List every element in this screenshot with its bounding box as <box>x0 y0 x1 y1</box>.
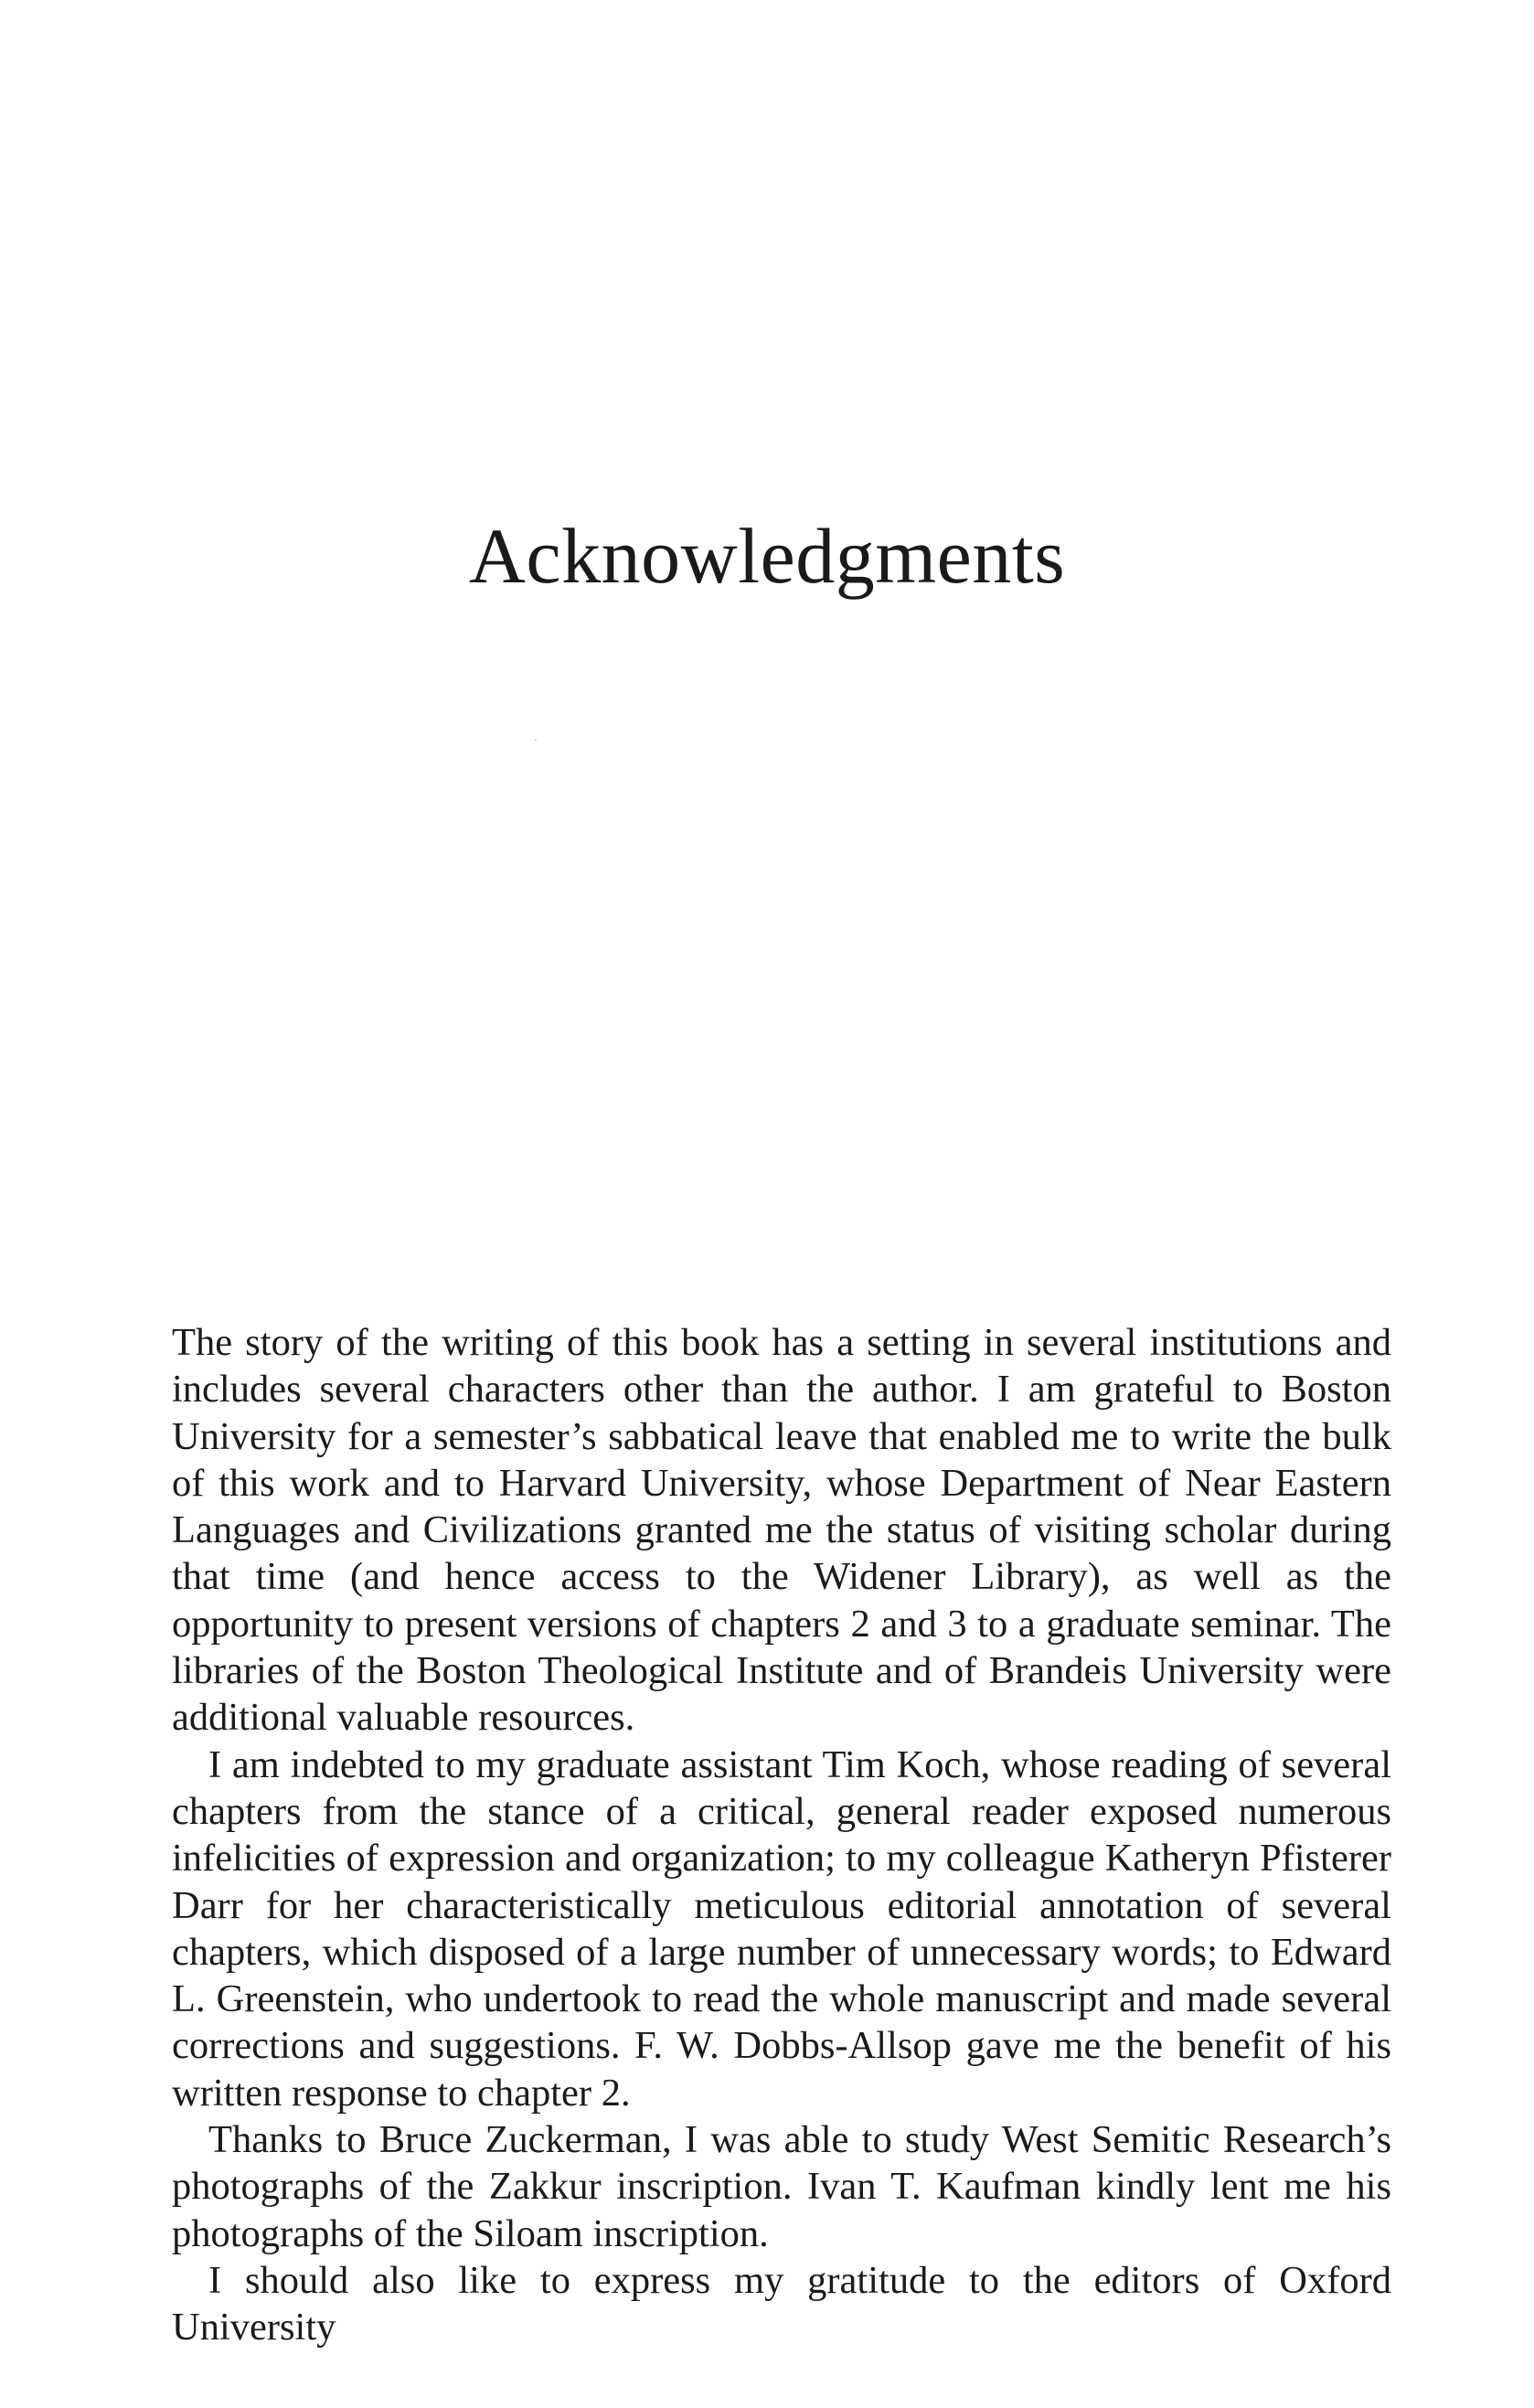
paragraph-photographs: Thanks to Bruce Zuckerman, I was able to study West Semitic Research’s photographs of the Zakkur inscription. Ivan T. Kaufman kindly lent me his photographs of the Siloam inscription. <box>172 2118 1391 2255</box>
paragraph-editors: I should also like to express my gratitude to the editors of Oxford University <box>172 2258 1391 2349</box>
page-title: Acknowledgments <box>468 512 1066 600</box>
paragraph-readers: I am indebted to my graduate assistant Tim Koch, whose reading of several chapters from the stance of a critical, general reader exposed numerous infelicities of expression and organization; to my colleague Katheryn Pfisterer Darr for her characteristically meticulous editorial annotation of several chapters, which disposed of a large number of unnecessary words; to Edward L. Greenstein, who undertook to read the whole manuscript and made several corrections and suggestions. F. W. Dobbs-Allsop gave me the benefit of his written response to chapter 2. <box>172 1742 1391 2115</box>
paragraph-institutions: The story of the writing of this book has a setting in several institutions and includes several characters other than the author. I am grateful to Boston University for a semester’s sabbatical leave that enabled me to write the bulk of this work and to Harvard University, whose Department of Near Eastern Languages and Civilizations granted me the status of visiting scholar during that time (and hence access to the Widener Library), as well as the opportunity to present versions of chapters 2 and 3 to a graduate seminar. The libraries of the Boston Theological Institute and of Brandeis University were additional valuable resources. <box>172 1321 1391 1740</box>
stray-mark <box>535 739 537 741</box>
body-text <box>172 1319 1391 2351</box>
